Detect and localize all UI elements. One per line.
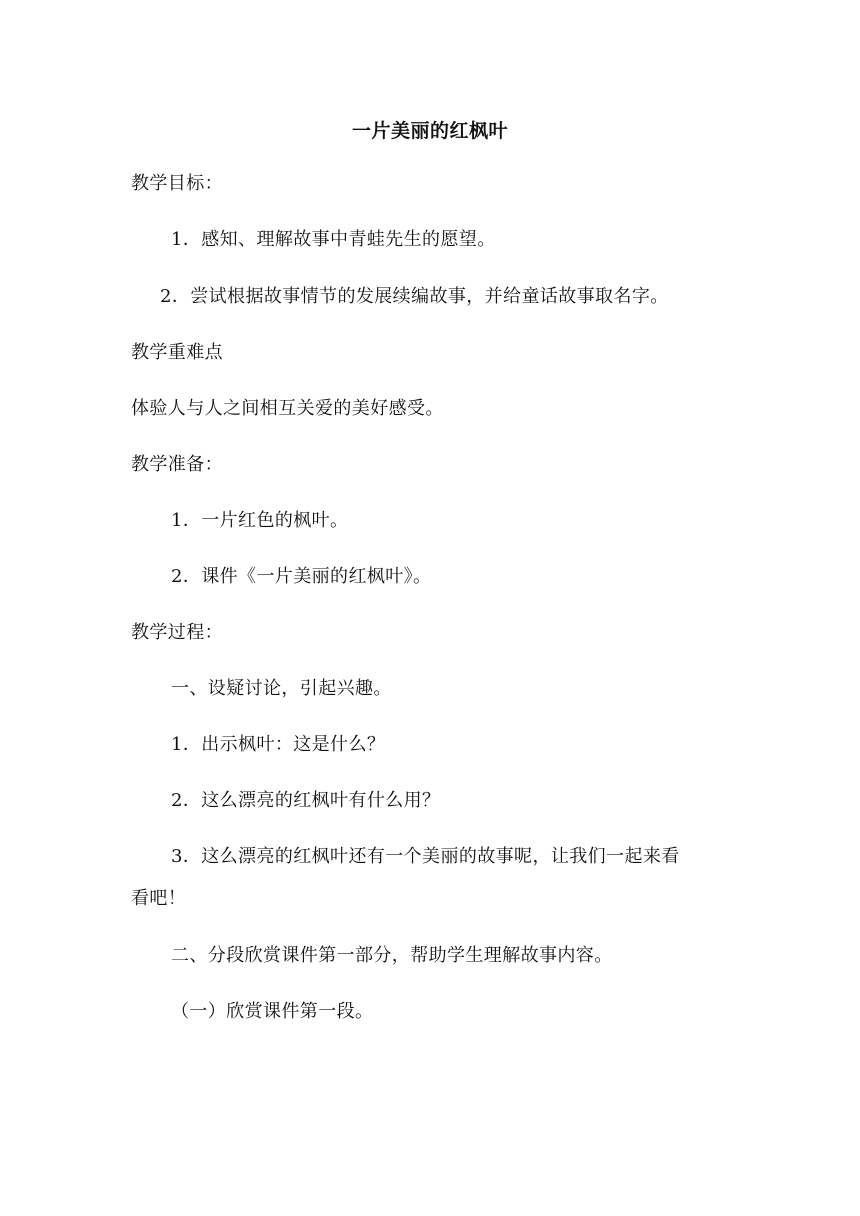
preparation-item-1: 1．一片红色的枫叶。 xyxy=(171,510,349,531)
objectives-heading: 教学目标： xyxy=(131,173,223,194)
step-2-heading: 二、分段欣赏课件第一部分，帮助学生理解故事内容。 xyxy=(171,945,613,966)
preparation-item-2: 2．课件《一片美丽的红枫叶》。 xyxy=(171,566,432,587)
preparation-heading: 教学准备： xyxy=(131,454,223,475)
key-points-heading: 教学重难点 xyxy=(131,342,223,363)
step-2-sub-1: （一）欣赏课件第一段。 xyxy=(171,1001,374,1022)
step-1-item-2: 2．这么漂亮的红枫叶有什么用？ xyxy=(171,790,441,811)
document-title: 一片美丽的红枫叶 xyxy=(351,120,508,142)
objective-2: 2．尝试根据故事情节的发展续编故事，并给童话故事取名字。 xyxy=(160,286,669,307)
process-heading: 教学过程： xyxy=(131,622,223,643)
step-1-item-3-line-2: 看吧！ xyxy=(131,888,187,909)
key-points-text: 体验人与人之间相互关爱的美好感受。 xyxy=(131,398,444,419)
step-1-heading: 一、设疑讨论，引起兴趣。 xyxy=(171,678,392,699)
step-1-item-3-line-1: 3．这么漂亮的红枫叶还有一个美丽的故事呢，让我们一起来看 xyxy=(171,846,680,867)
objective-1: 1．感知、理解故事中青蛙先生的愿望。 xyxy=(171,229,496,250)
step-1-item-1: 1．出示枫叶：这是什么？ xyxy=(171,734,386,755)
